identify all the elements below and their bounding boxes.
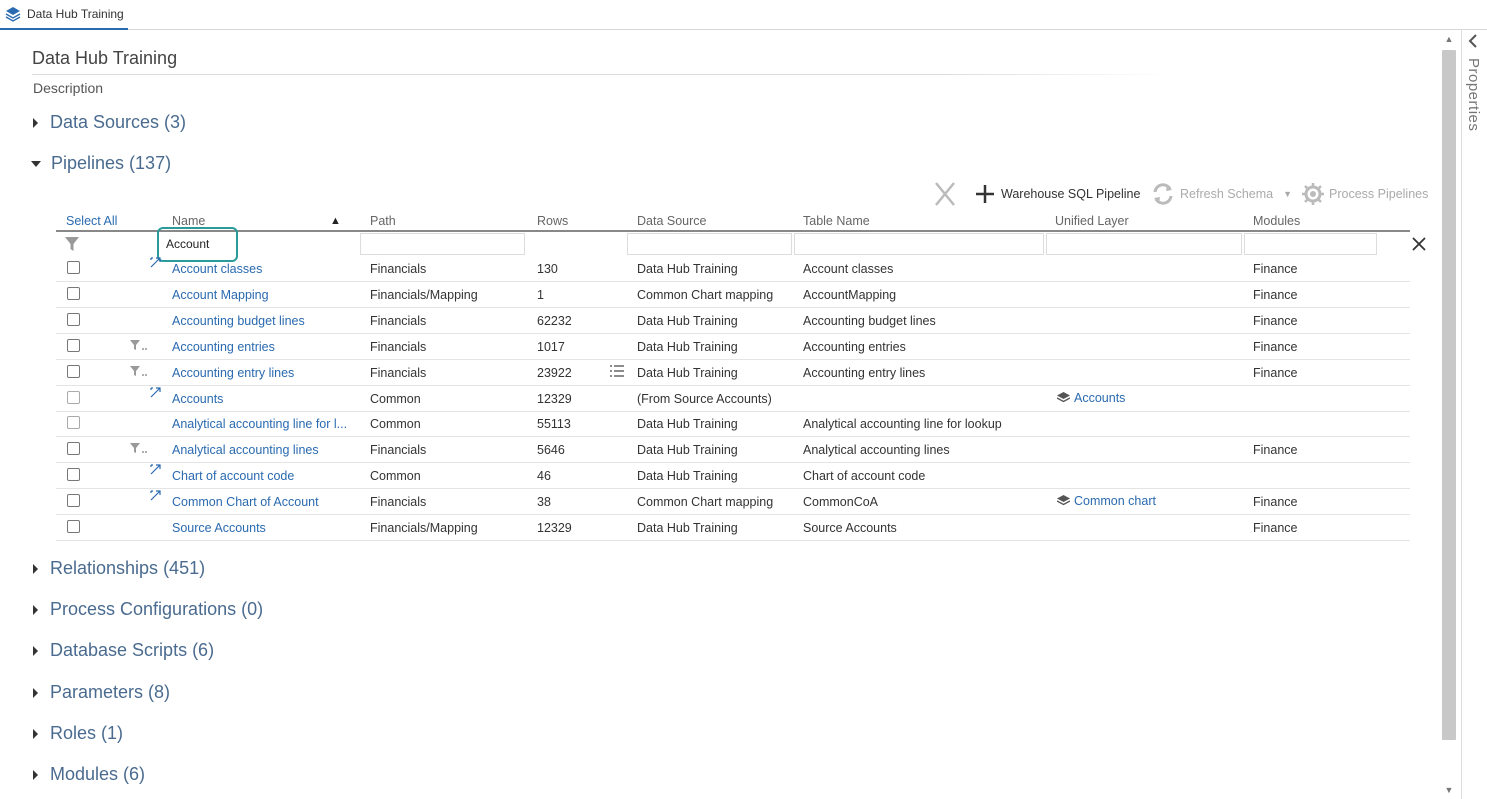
cell-name[interactable]: Common Chart of Account (172, 495, 319, 509)
cell-table-name: Source Accounts (803, 521, 897, 535)
row-checkbox[interactable] (67, 391, 80, 404)
cell-data-source: Data Hub Training (637, 521, 738, 535)
unified-layer-label: Common chart (1074, 494, 1156, 508)
cell-name[interactable]: Account Mapping (172, 288, 269, 302)
cell-data-source: Common Chart mapping (637, 288, 774, 302)
row-checkbox[interactable] (67, 520, 80, 533)
cell-name[interactable]: Chart of account code (172, 469, 295, 483)
unified-layer-filter-input[interactable] (1046, 233, 1242, 255)
section-label: Modules (6) (50, 764, 146, 784)
scroll-up-arrow[interactable]: ▲ (1444, 34, 1454, 44)
modules-filter-input[interactable] (1244, 233, 1377, 255)
clear-filter-button[interactable] (933, 181, 957, 212)
cell-data-source: (From Source Accounts) (637, 392, 772, 406)
row-checkbox[interactable] (67, 468, 80, 481)
scrollbar-thumb[interactable] (1442, 50, 1456, 740)
section-data-sources[interactable] (30, 112, 186, 133)
table-row[interactable] (56, 360, 1410, 386)
layers-icon (1057, 392, 1070, 403)
cell-modules: Finance (1253, 521, 1298, 535)
cell-name[interactable]: Accounting entry lines (172, 366, 295, 380)
cell-rows: 38 (537, 495, 551, 509)
cell-rows: 62232 (537, 314, 572, 328)
cell-modules: Finance (1253, 443, 1298, 457)
dropdown-arrow-icon[interactable]: ▼ (1283, 189, 1293, 199)
column-header-data-source[interactable]: Data Source (637, 214, 707, 228)
unified-layer-link[interactable] (1057, 494, 1156, 508)
cell-rows: 55113 (537, 417, 571, 431)
cell-table-name: Analytical accounting line for lookup (803, 417, 1002, 431)
add-pipeline-label: Warehouse SQL Pipeline (1001, 187, 1141, 201)
section-database-scripts[interactable] (30, 640, 214, 661)
close-icon (933, 181, 957, 207)
list-icon[interactable] (610, 364, 624, 376)
name-filter-input[interactable]: Account (160, 233, 358, 255)
tab-label: Data Hub Training (27, 7, 124, 21)
data-source-filter-input[interactable] (627, 233, 792, 255)
cell-path: Financials/Mapping (370, 288, 478, 302)
cell-rows: 23922 (537, 366, 572, 380)
column-header-unified-layer[interactable]: Unified Layer (1055, 214, 1129, 228)
plus-icon (975, 184, 995, 204)
table-row[interactable] (56, 334, 1410, 360)
cell-rows: 1017 (537, 340, 565, 354)
cell-name[interactable]: Source Accounts (172, 521, 266, 535)
filter-icon (129, 442, 149, 457)
cell-path: Common (370, 392, 421, 406)
row-checkbox[interactable] (67, 494, 80, 507)
cell-data-source: Data Hub Training (637, 469, 738, 483)
expand-arrow-icon (33, 688, 38, 698)
column-header-name[interactable]: Name (172, 214, 206, 228)
filter-icon (129, 339, 149, 354)
table-row[interactable] (56, 489, 1410, 515)
mapping-icon (150, 387, 161, 401)
cell-name[interactable]: Account classes (172, 262, 263, 276)
tab-data-hub-training[interactable] (0, 0, 128, 30)
cell-rows: 5646 (537, 443, 565, 457)
description-field[interactable]: Description (33, 80, 104, 96)
add-warehouse-sql-pipeline-button[interactable] (975, 184, 1140, 204)
row-checkbox[interactable] (67, 416, 80, 429)
section-parameters[interactable] (30, 682, 170, 703)
layers-icon (5, 6, 21, 22)
cell-name[interactable]: Accounts (172, 392, 224, 406)
expand-arrow-icon (33, 729, 38, 739)
clear-filters-button[interactable] (1411, 236, 1427, 257)
cell-rows: 46 (537, 469, 551, 483)
table-row[interactable] (56, 282, 1410, 308)
cell-table-name: Accounting entries (803, 340, 906, 354)
select-all-link[interactable]: Select All (66, 214, 118, 228)
row-checkbox[interactable] (67, 339, 80, 352)
cell-path: Financials (370, 340, 427, 354)
cell-path: Financials/Mapping (370, 521, 478, 535)
section-label: Roles (1) (50, 723, 124, 743)
table-row[interactable] (56, 463, 1410, 489)
refresh-icon (1151, 182, 1175, 206)
properties-panel[interactable] (1461, 30, 1487, 799)
row-checkbox[interactable] (67, 313, 80, 326)
cell-table-name: Analytical accounting lines (803, 443, 950, 457)
tab-bar (0, 0, 1487, 30)
table-row[interactable] (56, 386, 1410, 412)
table-name-filter-input[interactable] (794, 233, 1044, 255)
collapse-arrow-icon (31, 161, 41, 167)
header-divider (56, 230, 1410, 232)
cell-name[interactable]: Accounting budget lines (172, 314, 305, 328)
row-checkbox[interactable] (67, 287, 80, 300)
cell-rows: 130 (537, 262, 558, 276)
mapping-icon (150, 257, 161, 271)
cell-modules: Finance (1253, 495, 1298, 509)
cell-path: Common (370, 417, 421, 431)
cell-data-source: Data Hub Training (637, 417, 738, 431)
expand-arrow-icon (33, 564, 38, 574)
mapping-icon (150, 464, 161, 478)
page-title[interactable]: Data Hub Training (32, 48, 178, 68)
section-process-configurations[interactable] (30, 599, 263, 620)
cell-path: Common (370, 469, 421, 483)
cell-modules: Finance (1253, 366, 1298, 380)
column-header-table-name[interactable]: Table Name (803, 214, 870, 228)
process-pipelines-label: Process Pipelines (1329, 187, 1429, 201)
section-label: Parameters (8) (50, 682, 171, 702)
layers-icon (1057, 495, 1070, 506)
unified-layer-label: Accounts (1074, 391, 1126, 405)
cell-table-name: Chart of account code (803, 469, 926, 483)
section-label: Database Scripts (6) (50, 640, 215, 660)
cell-data-source: Data Hub Training (637, 443, 738, 457)
cell-table-name: Accounting budget lines (803, 314, 936, 328)
properties-label[interactable]: Properties (1465, 58, 1482, 132)
column-header-modules[interactable]: Modules (1253, 214, 1301, 228)
cell-data-source: Common Chart mapping (637, 495, 774, 509)
section-label: Relationships (451) (50, 558, 206, 578)
expand-arrow-icon (33, 646, 38, 656)
section-roles[interactable] (30, 723, 123, 744)
table-row[interactable] (56, 411, 1410, 437)
cell-data-source: Data Hub Training (637, 366, 738, 380)
section-label: Pipelines (137) (51, 153, 172, 173)
cell-path: Financials (370, 314, 427, 328)
unified-layer-link[interactable] (1057, 391, 1125, 405)
column-header-path[interactable]: Path (370, 214, 396, 228)
table-row[interactable] (56, 308, 1410, 334)
cell-table-name: Account classes (803, 262, 894, 276)
section-pipelines[interactable] (30, 153, 171, 174)
refresh-schema-label: Refresh Schema (1180, 187, 1274, 201)
chevron-left-icon[interactable] (1468, 34, 1478, 53)
column-header-rows[interactable]: Rows (537, 214, 569, 228)
row-checkbox[interactable] (67, 365, 80, 378)
refresh-schema-button[interactable] (1151, 182, 1292, 206)
process-pipelines-button[interactable] (1301, 182, 1428, 206)
close-icon (1411, 236, 1427, 252)
row-checkbox[interactable] (67, 442, 80, 455)
cell-table-name: Accounting entry lines (803, 366, 926, 380)
cell-path: Financials (370, 262, 427, 276)
cell-name[interactable]: Analytical accounting line for l... (172, 417, 348, 431)
cell-table-name: AccountMapping (803, 288, 897, 302)
row-checkbox[interactable] (67, 261, 80, 274)
gear-icon (1301, 182, 1325, 206)
section-label: Process Configurations (0) (50, 599, 264, 619)
cell-data-source: Data Hub Training (637, 314, 738, 328)
cell-rows: 1 (537, 288, 544, 302)
cell-path: Financials (370, 366, 427, 380)
cell-data-source: Data Hub Training (637, 262, 738, 276)
cell-name[interactable]: Analytical accounting lines (172, 443, 319, 457)
cell-data-source: Data Hub Training (637, 340, 738, 354)
table-row[interactable] (56, 437, 1410, 463)
cell-modules: Finance (1253, 340, 1298, 354)
cell-rows: 12329 (537, 392, 572, 406)
filter-icon (64, 236, 80, 257)
expand-arrow-icon (33, 118, 38, 128)
filter-icon (129, 365, 149, 380)
cell-modules: Finance (1253, 288, 1298, 302)
mapping-icon (150, 490, 161, 504)
cell-path: Financials (370, 495, 427, 509)
table-row[interactable] (56, 256, 1410, 282)
cell-modules: Finance (1253, 314, 1298, 328)
cell-path: Financials (370, 443, 427, 457)
path-filter-input[interactable] (360, 233, 525, 255)
cell-table-name: CommonCoA (803, 495, 879, 509)
expand-arrow-icon (33, 605, 38, 615)
sort-ascending-icon[interactable]: ▲ (330, 215, 341, 227)
cell-rows: 12329 (537, 521, 572, 535)
table-row[interactable] (56, 515, 1410, 541)
cell-modules: Finance (1253, 262, 1298, 276)
title-underline (32, 74, 1172, 75)
cell-name[interactable]: Accounting entries (172, 340, 275, 354)
section-modules[interactable] (30, 764, 145, 785)
scroll-down-arrow[interactable]: ▼ (1444, 785, 1454, 795)
expand-arrow-icon (33, 770, 38, 780)
section-label: Data Sources (3) (50, 112, 187, 132)
section-relationships[interactable] (30, 558, 205, 579)
